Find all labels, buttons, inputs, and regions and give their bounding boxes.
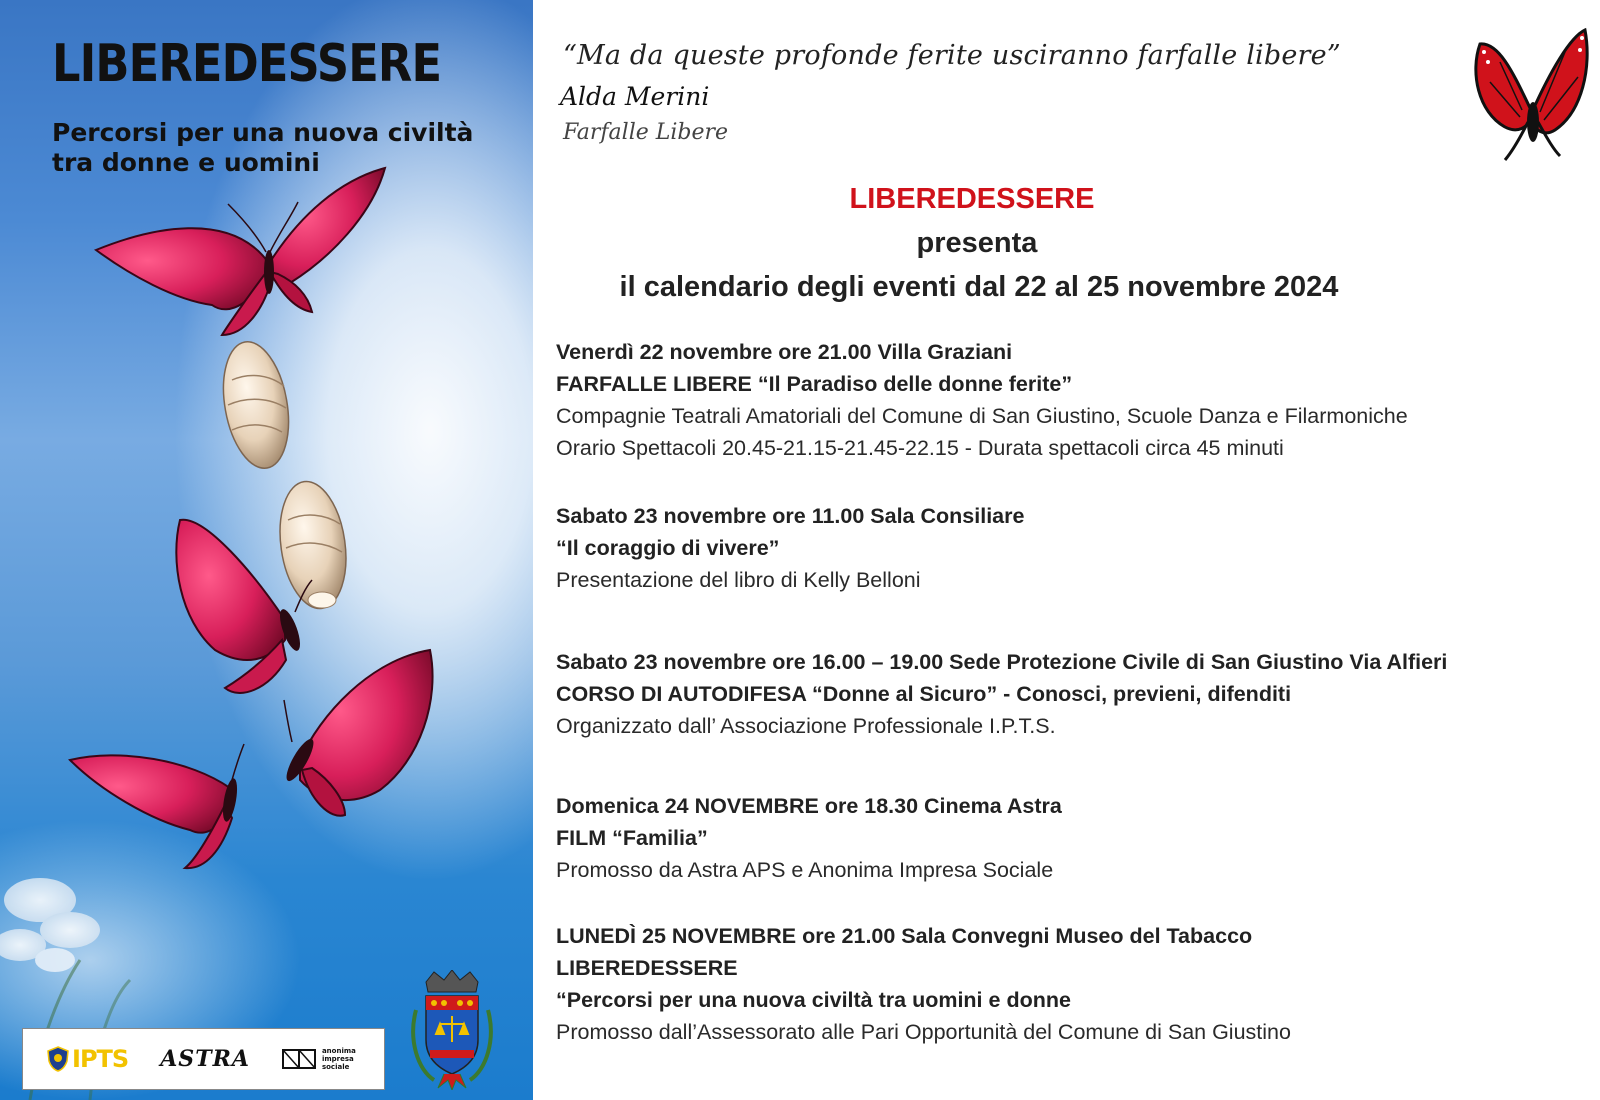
event-title: FARFALLE LIBERE “Il Paradiso delle donne ferite”	[556, 372, 1073, 396]
ipts-shield-icon	[47, 1046, 69, 1072]
logo-anonima	[282, 1047, 360, 1071]
cocoon-lower	[272, 477, 353, 613]
event-item	[556, 920, 1586, 1048]
headline-brand: LIBEREDESSERE	[849, 183, 1095, 215]
event-item	[556, 646, 1586, 742]
cocoon-upper	[214, 337, 297, 474]
poster-panel	[0, 0, 533, 1100]
event-when: Domenica 24 NOVEMBRE ore 18.30 Cinema Astra	[556, 794, 1062, 818]
anonima-mark-icon	[282, 1048, 318, 1070]
poster-subtitle-line2: tra donne e uomini	[52, 148, 320, 177]
event-detail: Compagnie Teatrali Amatoriali del Comune di San Giustino, Scuole Danza e Filarmoniche	[556, 404, 1408, 428]
event-title: “Il coraggio di vivere”	[556, 536, 780, 560]
event-when: LUNEDÌ 25 NOVEMBRE ore 21.00 Sala Convegni Museo del Tabacco	[556, 924, 1253, 948]
butterfly-logo-icon	[1470, 22, 1590, 167]
event-when: Sabato 23 novembre ore 11.00 Sala Consiliare	[556, 504, 1025, 528]
poster-title: LIBEREDESSERE	[52, 34, 442, 94]
event-title: CORSO DI AUTODIFESA “Donne al Sicuro” - Conosci, previeni, difenditi	[556, 682, 1292, 706]
event-item	[556, 790, 1586, 886]
event-when: Venerdì 22 novembre ore 21.00 Villa Graziani	[556, 340, 1013, 364]
event-item	[556, 500, 1586, 596]
sponsor-logos	[22, 1028, 385, 1090]
quote-text: “Ma da queste profonde ferite usciranno farfalle libere”	[563, 40, 1341, 71]
logo-astra: ASTRA	[160, 1046, 250, 1072]
event-detail: Organizzato dall’ Associazione Professionale I.P.T.S.	[556, 714, 1056, 738]
butterfly-left	[70, 744, 244, 868]
poster-subtitle	[52, 118, 492, 178]
event-when: Sabato 23 novembre ore 16.00 – 19.00 Sede Protezione Civile di San Giustino Via Alfieri	[556, 650, 1448, 674]
headline-presenta: presenta	[916, 227, 1038, 259]
butterfly-top	[96, 168, 385, 335]
logo-anonima-text: anonima impresa sociale	[321, 1047, 356, 1071]
butterfly-right	[282, 650, 433, 816]
event-title: FILM “Familia”	[556, 826, 708, 850]
poster-subtitle-line1: Percorsi per una nuova civiltà	[52, 118, 474, 147]
event-detail: Promosso da Astra APS e Anonima Impresa Sociale	[556, 858, 1054, 882]
event-detail: Promosso dall’Assessorato alle Pari Opportunità del Comune di San Giustino	[556, 1020, 1291, 1044]
quote-source: Farfalle Libere	[563, 120, 729, 145]
logo-ipts	[47, 1045, 128, 1073]
headline-calendar: il calendario degli eventi dal 22 al 25 novembre 2024	[619, 271, 1339, 303]
logo-ipts-text: IPTS	[72, 1045, 129, 1073]
event-detail: Orario Spettacoli 20.45-21.15-21.45-22.15 - Durata spettacoli circa 45 minuti	[556, 436, 1284, 460]
event-detail: Presentazione del libro di Kelly Belloni	[556, 568, 921, 592]
quote-author: Alda Merini	[560, 82, 710, 111]
event-subtitle: “Percorsi per una nuova civiltà tra uomini e donne	[556, 988, 1071, 1012]
event-title: LIBEREDESSERE	[556, 956, 738, 980]
coat-of-arms-icon	[404, 970, 500, 1090]
event-item	[556, 336, 1586, 464]
